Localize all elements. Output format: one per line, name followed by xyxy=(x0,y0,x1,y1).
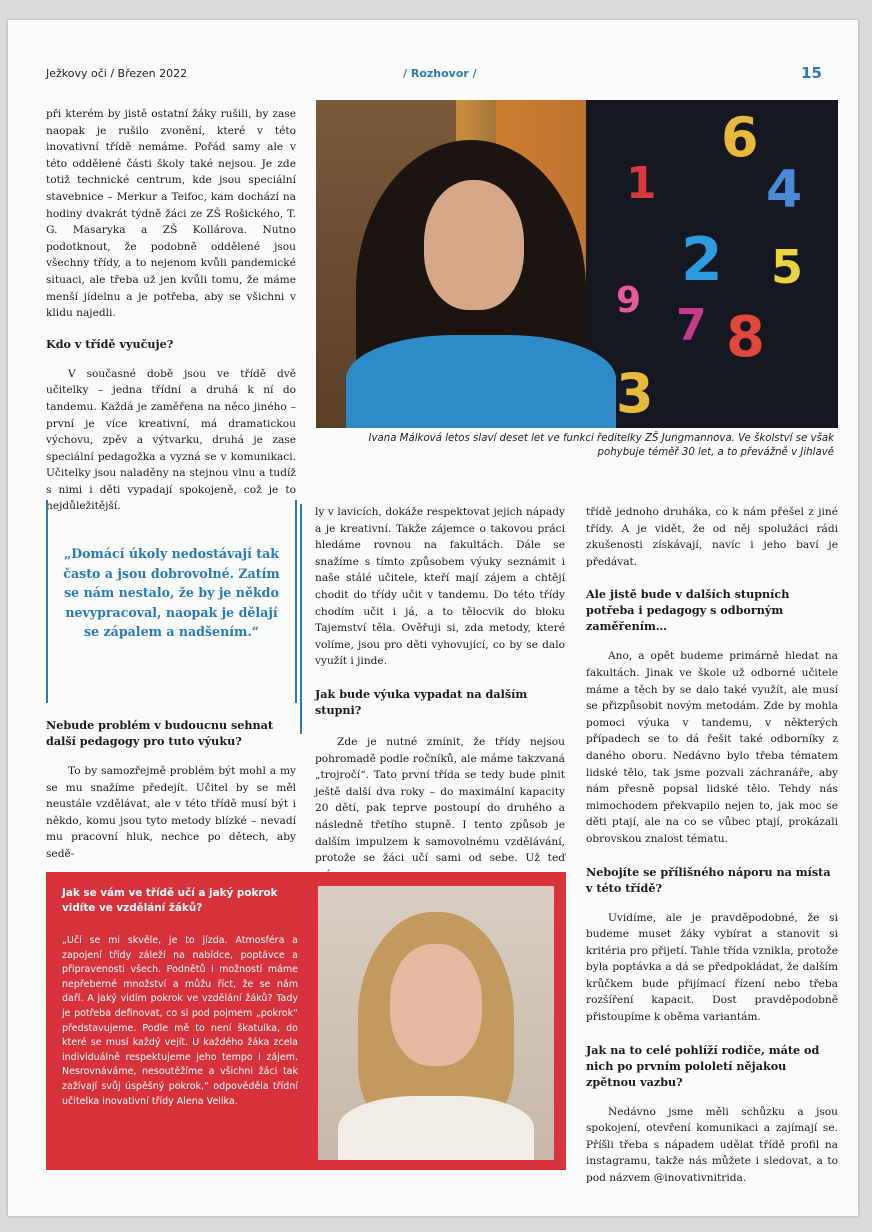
portrait-body xyxy=(338,1096,534,1160)
column-divider xyxy=(300,504,302,734)
portrait-face xyxy=(390,944,482,1066)
question-heading: Kdo v třídě vyučuje? xyxy=(46,336,174,351)
paragraph: Ano, a opět budeme primárně hledat na fakultách. Jinak ve škole už odborné učitele máme a těch by se dalo také využít, ale musí se přizpůsobit novým metodám. Zde by mohla pomoci výuka v tandemu, v některých případech se to dá řešit také odborníky z daného oboru. Nedávno bylo třeba tématem lidské tělo, tak jsme pozvali záchranáře, aby nám přesně popsal lidské tělo. Tehdy nás mimochodem překvapilo nejen to, jak moc se děti ptají, ale na co se vůbec ptají, prokázali obrovskou znalost tématu. xyxy=(586,650,838,845)
photo-caption: Ivana Málková letos slaví deset let ve funkci ředitelky ZŠ Jungmannova. Ve školství se však pohybuje téměř 30 let, a to převážně v Jihlavě xyxy=(368,433,834,458)
question-heading: Ale jistě bude v dalších stupních potřeba i pedagogy s odborným zaměřením… xyxy=(586,587,790,634)
portrait-body xyxy=(346,335,616,428)
question-heading: Jak na to celé pohlíží rodiče, máte od nich po prvním pololetí nějakou zpětnou vazbu? xyxy=(586,1042,820,1089)
teacher-photo xyxy=(318,886,554,1160)
column-1-bottom xyxy=(46,717,296,863)
question-heading: Jak bude výuka vypadat na dalším stupni? xyxy=(315,686,528,717)
board-digit: 3 xyxy=(616,362,654,425)
board-digit: 8 xyxy=(726,305,765,370)
pull-quote xyxy=(46,500,297,703)
paragraph: třídě jednoho druháka, co k nám přešel z jiné třídy. A je vidět, že od něj spolužáci rádi zkušenosti získávají, navíc i jeho baví je předávat. xyxy=(586,506,838,568)
column-3 xyxy=(586,504,838,1187)
paragraph: ly v lavicích, dokáže respektovat jejich nápady a je kreativní. Takže zájemce o takovou práci hledáme rovnou na fakultách. Dále se snažíme s tímto způsobem výuky seznámit i naše stálé učitele, kteří mají zájem a chtějí chodit do třídy učit v tandemu. Do této třídy chodím učit i já, a to tělocvik do bloku Tajemství těla. Ověřuji si, zda metody, které volíme, jsou pro děti vyhovující, co by se dalo využít i jinde. xyxy=(315,506,565,668)
column-1-top xyxy=(46,106,296,515)
portrait-photo xyxy=(316,100,838,428)
paragraph: Uvidíme, ale je pravděpodobné, že si budeme muset žáky vybírat a stanovit si kritéria pro přijetí. Tahle třída vznikla, protože byla poptávka a dá se předpokládat, že dalším krůčkem bude přijímací řízení nebo třeba rozšíření kapacit. Dost pravděpodobně přistoupíme k oběma variantám. xyxy=(586,911,838,1024)
section-label: / Rozhovor / xyxy=(403,67,477,80)
issue-label: Ježkovy oči / Březen 2022 xyxy=(46,67,188,80)
sidebar-question: Jak se vám ve třídě učí a jaký pokrok vidíte ve vzdělání žáků? xyxy=(62,887,278,914)
pull-quote-text: „Domácí úkoly nedostávají tak často a jsou dobrovolné. Zatím se nám nestalo, že by je někdo nevypracoval, naopak je dělají se zápalem a nadšením.“ xyxy=(63,546,280,640)
paragraph: Nedávno jsme měli schůzku a jsou spokojení, otevření komunikaci a zajímají se. Příšli třeba s nápadem udělat třídě profil na instagramu, takže nás můžete i sledovat, a to pod názvem @inovativnitrida. xyxy=(586,1105,838,1185)
board-digit: 9 xyxy=(616,280,642,321)
board-digit: 4 xyxy=(766,160,803,220)
paragraph: Zde je nutné zmínit, že třídy nejsou pohromadě podle ročníků, ale máme takzvaná „trojročí“. Tato první třída se tedy bude plnit ještě další dva roky – do maximální kapacity 20 dětí, pak teprve postoupí do druhého a následně třetího stupně. I tento způsob je dalším impulzem k samovolnému vzdělávání, protože se žáci učí sami od sebe. Už teď xyxy=(315,735,565,865)
board-digit: 1 xyxy=(626,158,657,209)
paragraph: To by samozřejmě problém být mohl a my se mu snažíme předejít. Učitel by se měl neustále vzdělávat, ale v této třídě musí být i někdo, komu jsou tyto metody blízké – nevadí mu pracovní hluk, nechce po dětech, aby sedě- xyxy=(46,765,296,860)
sidebar-answer: „Učí se mi skvěle, je to jízda. Atmosféra a zapojení třídy záleží na nabídce, poptávce a připravenosti všech. Podnětů i možností máme nepřeberné množství a můžu říct, že se nám daří. A jaký vidím pokrok ve vzdělání žáků? Tady je potřeba definovat, co si pod pojmem „pokrok“ představujeme. Podle mě to není škatulka, do které se musí každý vejít. U každého žáka zcela individuálně respektujeme jeho tempo i zájem. Nesrovnáváme, nesoutěžíme a všichni žáci tak zažívají svůj úspěšný pokrok,“ odpověděla třídní učitelka inovativní třídy Alena Velika. xyxy=(62,935,298,1107)
question-heading: Nebude problém v budoucnu sehnat další pedagogy pro tuto výuku? xyxy=(46,718,274,748)
board-digit: 6 xyxy=(721,106,759,169)
number-board xyxy=(586,100,838,428)
question-heading: Nebojíte se přílišného náporu na místa v této třídě? xyxy=(586,864,831,895)
board-digit: 7 xyxy=(676,300,707,351)
page-number: 15 xyxy=(801,64,822,82)
column-2 xyxy=(315,504,565,883)
magazine-page xyxy=(8,20,858,1216)
teacher-sidebar-box xyxy=(46,872,566,1170)
board-digit: 5 xyxy=(771,240,804,294)
portrait-face xyxy=(424,180,524,310)
paragraph: při kterém by jistě ostatní žáky rušili, by zase naopak je rušilo zvonění, které v této inovativní třídě nemáme. Pořád samy ale v této oddělené části školy také nejsou. Je zde totiž technické centrum, kde jsou speciální stavebnice – Merkur a Teifoc, kam dochází na hodiny dvakrát týdně žáci ze ZŠ Rošického, T. G. Masaryka a ZŠ Kollárova. Nutno podotknout, že podobně oddělené jsou všechny třídy, a to nejenom kvůli pandemické situaci, ale třeba už jen kvůli tomu, že máme menší jídelnu a je potřeba, aby se všichni v klidu najedli. xyxy=(46,108,296,320)
paragraph: V současné době jsou ve třídě dvě učitelky – jedna třídní a druhá k ní do tandemu. Každá je zaměřena na něco jiného – první je více kreativní, má dramatickou výchovu, zpěv a výtvarku, druhá je zase speciální pedagožka a vyzná se v komunikaci. Učitelky jsou naladěny na stejnou vlnu a tudíž s nimi i děti vypadají spokojeně, což je to nejdůležitější. xyxy=(46,367,296,513)
board-digit: 2 xyxy=(681,225,723,295)
